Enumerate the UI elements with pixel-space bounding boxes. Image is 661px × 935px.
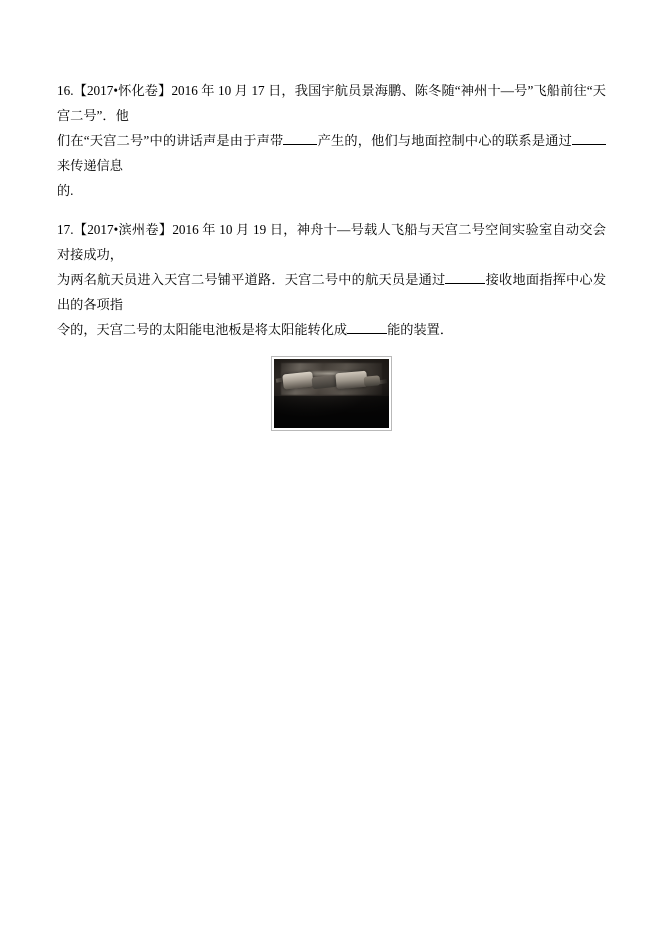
question-16-line-3: [57, 178, 606, 203]
question-17-line-1: [57, 217, 606, 267]
answer-blank-17-1[interactable]: [445, 270, 485, 284]
spacecraft-photo-inner: [274, 359, 389, 428]
module-segment-2: [311, 374, 337, 388]
figure-container: [57, 356, 606, 431]
question-17: [57, 217, 606, 342]
question-17-text-d: 令的，天宫二号的太阳能电池板是将太阳能转化成: [57, 322, 348, 337]
question-16: [57, 78, 606, 203]
question-17-line-2: [57, 267, 606, 317]
question-17-text-b: 为两名航天员进入天宫二号铺平道路．天宫二号中的航天员是通过: [57, 272, 446, 287]
answer-blank-17-2[interactable]: [347, 320, 387, 334]
question-16-text-c: 产生的，他们与地面控制中心的联系是通过: [317, 133, 572, 148]
question-16-number: 16: [57, 83, 71, 98]
answer-blank-16-1[interactable]: [283, 131, 317, 145]
question-16-text-d: 来传递信息: [57, 158, 123, 173]
question-17-text-e: 能的装置．: [387, 322, 454, 337]
question-17-number: 17: [57, 222, 71, 237]
question-17-dot: .: [70, 222, 74, 237]
photo-shadow: [274, 396, 389, 428]
question-17-tag: 【2017•滨州卷】: [73, 222, 173, 237]
question-17-text-a: 2016 年 10 月 19 日，神舟十—号载人飞船与天宫二号空间实验室自动交会对接成功，: [57, 222, 606, 262]
spacecraft-photo: [271, 356, 392, 431]
question-17-line-3: [57, 317, 606, 342]
question-16-text-a: 2016 年 10 月 17 日，我国宇航员景海鹏、陈冬随“神州十—号”飞船前往“天宫二号”．他: [57, 83, 606, 123]
question-16-tag: 【2017•怀化卷】: [73, 83, 172, 98]
module-segment-1: [282, 371, 313, 389]
question-16-dot: .: [70, 83, 74, 98]
question-16-text-b: 们在“天宫二号”中的讲话声是由于声带: [57, 133, 284, 148]
module-segment-4: [363, 376, 380, 387]
question-17-text-c: 接收地面指挥中心发出的各项指: [57, 272, 607, 312]
question-16-text-e: 的.: [57, 183, 74, 198]
question-16-line-1: [57, 78, 606, 128]
question-16-line-2: [57, 128, 606, 178]
answer-blank-16-2[interactable]: [572, 131, 606, 145]
